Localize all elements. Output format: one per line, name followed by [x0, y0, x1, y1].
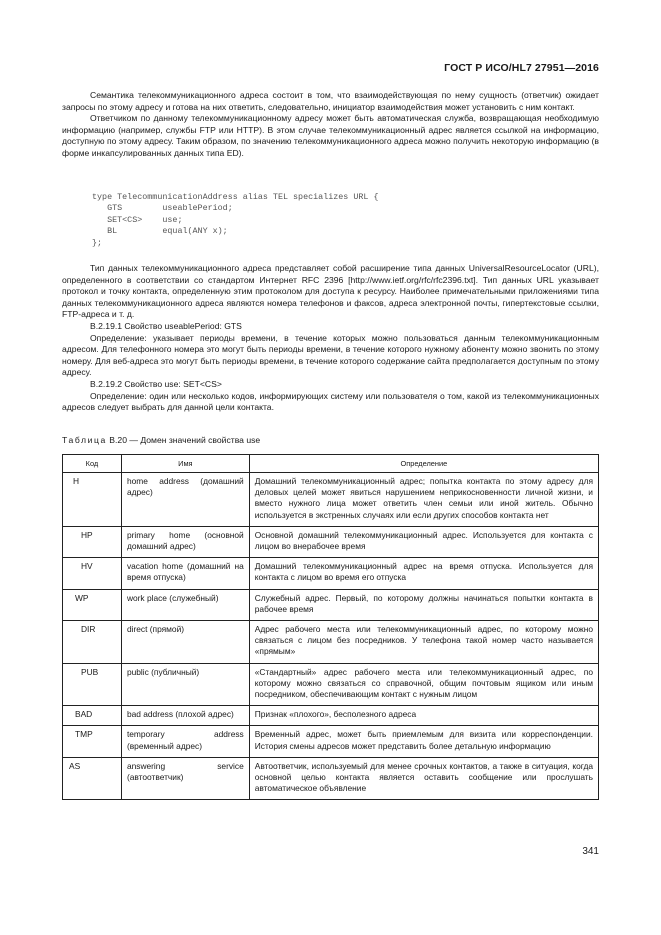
use-domain-table [62, 454, 599, 800]
cell-definition: «Стандартный» адрес рабочего места или телекоммуникационный адрес, по которому можно связаться со справочной, общим почтовым ящиком или иным посредником, обеспечивающим контакт с нужным лицом [249, 663, 598, 706]
cell-code: TMP [63, 726, 122, 757]
paragraph: Определение: указывает периоды времени, в течение которых можно пользоваться данным телекоммуникационным адресом. Для телефонного номера это могут быть периоды времени, в течение которого нужному абоненту можно звонить по этому номеру. Для веб-адреса это могут быть периоды времени, в течение которого содержание сайта предполагается доступным по этому адресу. [62, 332, 599, 378]
table-caption [62, 435, 260, 445]
document-header: ГОСТ Р ИСО/HL7 27951—2016 [444, 62, 599, 74]
cell-name: home address (домашний адрес) [121, 473, 249, 527]
cell-name: primary home (основной домашний адрес) [121, 526, 249, 557]
table-caption-prefix: Таблица [62, 435, 107, 445]
code-line: SET<CS> use; [92, 214, 183, 225]
main-text [62, 263, 599, 414]
table-row [63, 473, 599, 527]
table-caption-title: В.20 — Домен значений свойства use [109, 435, 261, 445]
cell-definition: Признак «плохого», бесполезного адреса [249, 706, 598, 726]
table-row [63, 621, 599, 664]
cell-name: answering service (автоответчик) [121, 757, 249, 800]
page-number: 341 [582, 846, 599, 857]
paragraph: Семантика телекоммуникационного адреса состоит в том, что взаимодействующая по нему сущность (ответчик) ожидает запросы по этому адресу и готова на них ответить, следовательно, инициатор взаимодействия может установить с ним контакт. [62, 90, 599, 112]
table-row [63, 589, 599, 620]
code-line: type TelecommunicationAddress alias TEL specializes URL { [92, 192, 379, 202]
intro-text [62, 90, 599, 160]
cell-code: WP [63, 589, 122, 620]
cell-code: BAD [63, 706, 122, 726]
code-line: BL equal(ANY x); [92, 226, 228, 237]
cell-definition: Служебный адрес. Первый, по которому должны начинаться попытки контакта в рабочее время [249, 589, 598, 620]
cell-code: HP [63, 526, 122, 557]
header-name: Имя [121, 455, 249, 473]
cell-definition: Домашний телекоммуникационный адрес на время отпуска. Используется для контакта с лицом во время его отпуска [249, 558, 598, 589]
cell-definition: Временный адрес, может быть приемлемым для визита или корреспонденции. История смены адресов может представить более детальную информацию [249, 726, 598, 757]
paragraph: Тип данных телекоммуникационного адреса представляет собой расширение типа данных UniversalResourceLocator (URL), определенного в соответствии со стандартом Интернет RFC 2396 [http://www.ietf.org/rfc/rfc2396.txt]. Тип данных URL указывает протокол и точку контакта, определенную этим протоколом для доступа к ресурсу. Наиболее примечательными приложениями типа данных телекоммуникационного адреса являются номера телефонов и факсов, адреса электронной почты, гипертекстовые ссылки, FTP-адреса и т. д. [62, 263, 599, 320]
header-definition: Определение [249, 455, 598, 473]
table-row [63, 526, 599, 557]
cell-definition: Адрес рабочего места или телекоммуникационный адрес, по которому можно связаться с лицом без посредников. У телефона такой номер часто называется «прямым» [249, 621, 598, 664]
paragraph: Ответчиком по данному телекоммуникационному адресу может быть автоматическая служба, возвращающая необходимую информацию (например, службы FTP или HTTP). В этом случае телекоммуникационный адрес является ссылкой на информацию, доступную по этому адресу. Таким образом, по значению телекоммуникационного адреса можно получить некоторую информацию (в форме инкапсулированных данных типа ED). [62, 113, 599, 158]
code-block [92, 192, 378, 249]
table-header-row [63, 455, 599, 473]
table-row [63, 663, 599, 706]
cell-code: PUB [63, 663, 122, 706]
cell-name: temporary address (временный адрес) [121, 726, 249, 757]
cell-code: HV [63, 558, 122, 589]
cell-code: AS [63, 757, 122, 800]
paragraph: Определение: один или несколько кодов, информирующих систему или пользователя о том, какой из телекоммуникационных адресов следует выбрать для данной цели контакта. [62, 390, 599, 413]
section-heading: В.2.19.2 Свойство use: SET<CS> [90, 378, 222, 389]
cell-name: bad address (плохой адрес) [121, 706, 249, 726]
cell-code: DIR [63, 621, 122, 664]
table-row [63, 558, 599, 589]
cell-definition: Домашний телекоммуникационный адрес; попытка контакта по этому адресу для деловых целей может явиться нарушением неприкосновенности личной жизни, и вместо нужного лица может ответить член семьи или иной житель. Обычно используется в экстренных случаях или если других способов контакта нет [249, 473, 598, 527]
cell-definition: Основной домашний телекоммуникационный адрес. Используется для контакта с лицом во внерабочее время [249, 526, 598, 557]
cell-name: direct (прямой) [121, 621, 249, 664]
section-heading: В.2.19.1 Свойство useablePeriod: GTS [90, 320, 242, 331]
cell-name: public (публичный) [121, 663, 249, 706]
header-code: Код [63, 455, 122, 473]
code-line: }; [92, 237, 103, 248]
table-row [63, 757, 599, 800]
cell-code: H [63, 473, 122, 527]
cell-name: vacation home (домашний на время отпуска) [121, 558, 249, 589]
table-row [63, 726, 599, 757]
table-row [63, 706, 599, 726]
cell-definition: Автоответчик, используемый для менее срочных контактов, а также в ситуация, когда основной целью контакта является оставить сообщение или прослушать автоматическое объявление [249, 757, 598, 800]
cell-name: work place (служебный) [121, 589, 249, 620]
code-line: GTS useablePeriod; [92, 203, 233, 214]
